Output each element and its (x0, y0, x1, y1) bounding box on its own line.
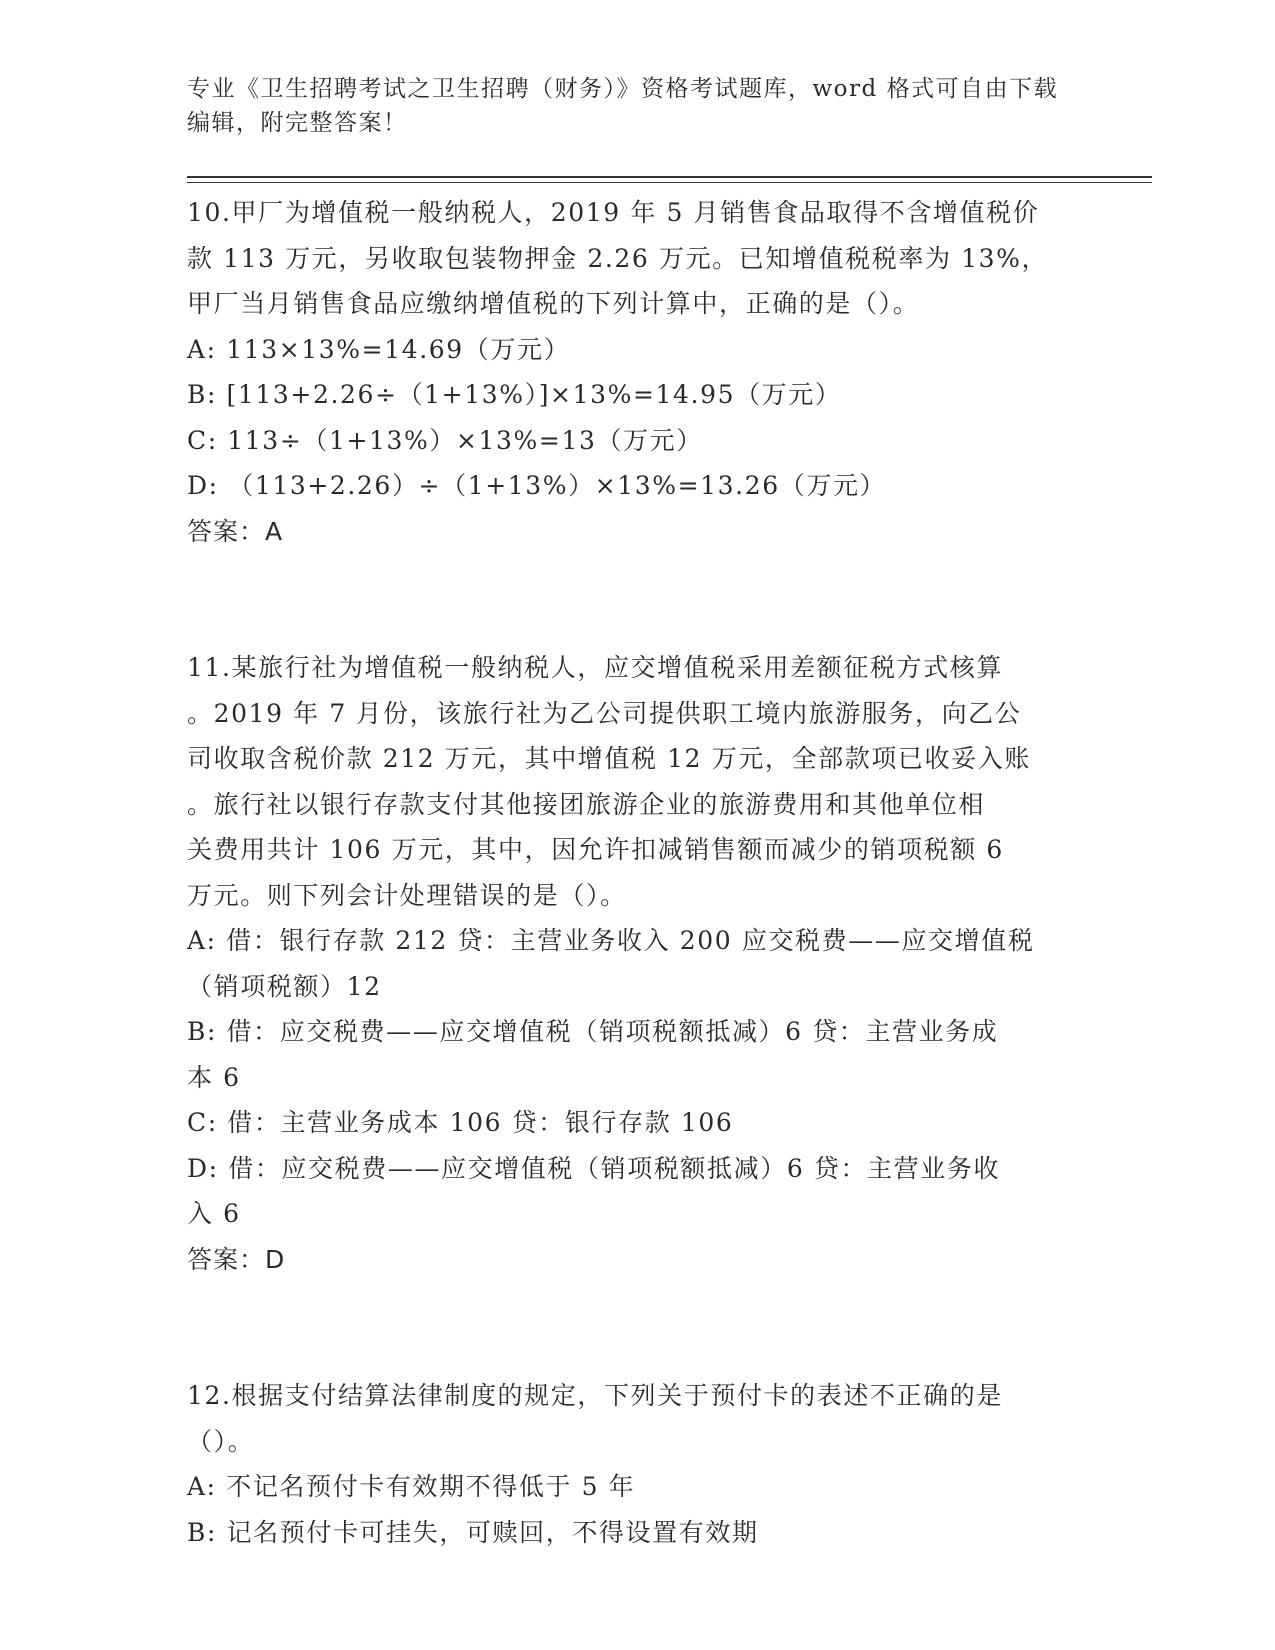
question-list (187, 190, 1067, 1555)
question-stem-line: 司收取含税价款 212 万元，其中增值税 12 万元，全部款项已收妥入账 (187, 744, 1031, 773)
option-c: C: 借：主营业务成本 106 贷：银行存款 106 (187, 1108, 734, 1137)
question-stem-line: 关费用共计 106 万元，其中，因允许扣减销售额而减少的销项税额 6 (187, 835, 1004, 864)
option-a: A: 借：银行存款 212 贷：主营业务收入 200 应交税费——应交增值税 (187, 926, 1035, 955)
question-10 (187, 190, 1067, 554)
question-stem-line: 甲厂当月销售食品应缴纳增值税的下列计算中，正确的是（）。 (187, 289, 920, 318)
option-b: B: 借：应交税费——应交增值税（销项税额抵减）6 贷：主营业务成 (187, 1017, 999, 1046)
question-stem-line: 11.某旅行社为增值税一般纳税人，应交增值税采用差额征税方式核算 (187, 653, 1003, 682)
option-b: B: [113+2.26÷（1+13%）]×13%=14.95（万元） (187, 380, 842, 409)
option-c: C: 113÷（1+13%）×13%=13（万元） (187, 425, 703, 455)
question-12 (187, 1373, 1067, 1555)
question-stem-line: 。2019 年 7 月份，该旅行社为乙公司提供职工境内旅游服务，向乙公 (187, 698, 1022, 728)
page-header (187, 72, 1087, 140)
question-spacer (187, 554, 1067, 645)
question-stem-line: 款 113 万元，另收取包装物押金 2.26 万元。已知增值税税率为 13%， (187, 243, 1049, 273)
header-divider-thick (187, 176, 1152, 178)
question-11 (187, 645, 1067, 1282)
header-line-1: 专业《卫生招聘考试之卫生招聘（财务）》资格考试题库，word 格式可自由下载 (187, 76, 1059, 102)
option-b-continued: 本 6 (187, 1062, 241, 1092)
question-stem-line: （）。 (187, 1426, 255, 1456)
option-a: A: 113×13%=14.69（万元） (187, 334, 571, 364)
option-d: D: （113+2.26）÷（1+13%）×13%=13.26（万元） (187, 471, 887, 500)
question-stem-line: 万元。则下列会计处理错误的是（）。 (187, 880, 627, 910)
option-a: A: 不记名预付卡有效期不得低于 5 年 (187, 1472, 636, 1501)
header-line-2: 编辑，附完整答案！ (187, 110, 408, 136)
option-b: B: 记名预付卡可挂失，可赎回，不得设置有效期 (187, 1517, 759, 1547)
question-stem-line: 12.根据支付结算法律制度的规定，下列关于预付卡的表述不正确的是 (187, 1381, 1003, 1410)
option-a-continued: （销项税额）12 (187, 971, 382, 1001)
question-spacer (187, 1282, 1067, 1373)
answer-label: 答案：A (187, 516, 284, 546)
question-stem-line: 。旅行社以银行存款支付其他接团旅游企业的旅游费用和其他单位相 (187, 789, 986, 819)
answer-label: 答案：D (187, 1244, 286, 1274)
header-divider-thin (187, 182, 1152, 183)
option-d-continued: 入 6 (187, 1199, 241, 1228)
question-stem-line: 10.甲厂为增值税一般纳税人，2019 年 5 月销售食品取得不含增值税价 (187, 198, 1040, 227)
option-d: D: 借：应交税费——应交增值税（销项税额抵减）6 贷：主营业务收 (187, 1153, 1001, 1183)
